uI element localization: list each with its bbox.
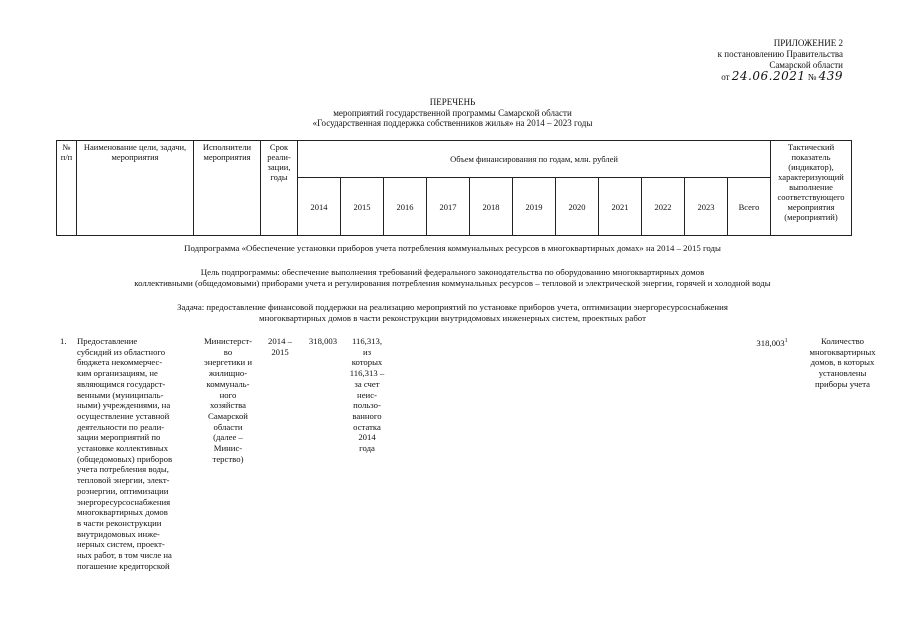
row-indicator-line: установлены — [818, 368, 867, 379]
header-year: 2019 — [513, 178, 556, 236]
row-indicator — [800, 336, 885, 390]
row-name-line: в части реконструкции — [77, 517, 162, 528]
row-name-line: внутридомовых инже- — [77, 528, 160, 539]
row-value-2015-line: 116,313, — [351, 336, 383, 346]
row-name-line: погашение кредиторской — [77, 560, 170, 571]
number-prefix: № — [807, 72, 817, 82]
row-value-2014: 318,003 — [308, 336, 338, 346]
row-indicator-line: Количество — [820, 336, 865, 346]
header-executors: Исполнители мероприятия — [194, 141, 261, 236]
row-value-2015-line: ванного — [352, 410, 382, 421]
goal-line: Цель подпрограммы: обеспечение выполнения требований федерального законодательства по оборудованию многоквартирных домов — [200, 267, 705, 277]
appendix-title: ПРИЛОЖЕНИЕ 2 — [773, 38, 843, 48]
row-value-2015-line: за счет — [354, 378, 380, 389]
title-heading: ПЕРЕЧЕНЬ — [429, 97, 476, 107]
row-name — [77, 336, 197, 571]
header-period: Срок реали- зации, годы — [261, 141, 298, 236]
row-name-line: субсидий из областного — [77, 346, 166, 357]
header-name: Наименование цели, задачи, мероприятия — [77, 141, 194, 236]
row-name-line: многоквартирных домов — [77, 507, 168, 518]
row-name-line: тепловой энергии, элект- — [77, 475, 170, 486]
row-executor-line: области — [213, 421, 243, 432]
row-executor-line: жилищно- — [208, 368, 248, 379]
row-executor-line: терство) — [212, 453, 244, 464]
header-year: 2014 — [298, 178, 341, 236]
row-value-2015-line: неис- — [357, 389, 377, 400]
row-name-line: осуществление уставной — [77, 410, 170, 421]
row-value-2015-line: пользо- — [353, 400, 381, 411]
row-executor-line: коммуналь- — [206, 378, 250, 389]
row-total — [748, 336, 796, 349]
row-name-line: ким организациям, не — [77, 368, 158, 379]
row-executor-line: ного — [219, 389, 237, 400]
row-value-2015-line: из — [362, 346, 372, 357]
header-year: 2018 — [470, 178, 513, 236]
header-indicator: Тактический показатель (индикатор), характеризующий выполнение соответствующего мероприятия (мероприятий) — [771, 141, 852, 236]
row-name-line: бюджета некоммерчес- — [77, 357, 163, 368]
header-num: № п/п — [57, 141, 77, 236]
row-number: 1. — [60, 336, 67, 346]
appendix-date-line — [643, 71, 843, 83]
row-name-line: (общедомовых) приборов — [77, 453, 173, 464]
header-funding: Объем финансирования по годам, млн. рублей — [298, 141, 771, 178]
task-line: Задача: предоставление финансовой поддержки на реализацию мероприятий по установке приборов учета, оптимизации энергоресурсоснабжения — [177, 302, 728, 312]
row-period-line: 2015 — [271, 346, 289, 357]
row-name-line: Предоставление — [77, 336, 138, 346]
row-value-2015-line: 116,313 – — [349, 368, 385, 379]
row-name-line: венными (муниципаль- — [77, 389, 164, 400]
row-total-value: 318,003 — [756, 337, 785, 348]
row-name-line: ных работ, в том числе на — [77, 550, 172, 561]
row-executor-line: (далее – — [213, 432, 243, 443]
row-name-line: учета потребления воды, — [77, 464, 169, 475]
goal-line: коллективными (общедомовыми) приборами учета и регулирования потребления коммунальных ресурсов – тепловой и электрической энергии, горячей и холодной воды — [134, 277, 771, 288]
appendix-block — [643, 38, 843, 83]
header-year: 2022 — [642, 178, 685, 236]
row-name-line: являющимся государст- — [77, 378, 166, 389]
row-executor-line: Самарской — [208, 410, 248, 421]
header-year: 2015 — [341, 178, 384, 236]
task-line: многоквартирных домов в части реконструкции внутридомовых инженерных систем, проектных работ — [259, 312, 646, 323]
row-name-line: нерных систем, проект- — [77, 539, 165, 550]
row-executor-line: энергетики и — [203, 357, 253, 368]
row-name-line: ными) учреждениями, на — [77, 400, 171, 411]
date-value: 24.06.2021 — [731, 69, 806, 83]
number-value: 439 — [818, 69, 843, 83]
header-year: 2023 — [685, 178, 728, 236]
row-executor — [195, 336, 261, 464]
date-prefix: от — [721, 72, 730, 82]
appendix-resolution: к постановлению Правительства — [717, 49, 843, 59]
row-total-footnote: 1 — [784, 338, 788, 344]
row-indicator-line: приборы учета — [814, 378, 871, 389]
row-name-line: установке коллективных — [77, 443, 169, 454]
row-period — [262, 336, 298, 357]
table-header — [56, 140, 852, 236]
header-year: 2021 — [599, 178, 642, 236]
header-total: Всего — [728, 178, 771, 236]
document-title — [0, 97, 905, 129]
header-year: 2017 — [427, 178, 470, 236]
row-period-line: 2014 – — [268, 336, 292, 346]
row-executor-line: Министерст- — [203, 336, 253, 346]
row-value-2015-line: которых — [351, 357, 383, 368]
goal-heading — [40, 267, 865, 288]
row-executor-line: Минис- — [213, 443, 243, 454]
row-indicator-line: многоквартирных — [809, 346, 876, 357]
subprogram-heading: Подпрограмма «Обеспечение установки приборов учета потребления коммунальных ресурсов в многоквартирных домах» на 2014 – 2015 годы — [184, 243, 721, 253]
row-value-2015-line: года — [359, 443, 375, 454]
header-year: 2016 — [384, 178, 427, 236]
row-value-2015-line: остатка — [353, 421, 381, 432]
row-value-2015 — [345, 336, 389, 454]
row-indicator-line: домов, в которых — [810, 357, 875, 368]
appendix-region: Самарской области — [769, 60, 843, 70]
row-name-line: зации мероприятий по — [77, 432, 161, 443]
row-name-line: роэнергии, оптимизации — [77, 485, 169, 496]
row-name-line: энергоресурсоснабжения — [77, 496, 171, 507]
row-executor-line: хозяйства — [210, 400, 246, 411]
task-heading — [40, 302, 865, 323]
row-executor-line: во — [223, 346, 233, 357]
header-year: 2020 — [556, 178, 599, 236]
title-program: «Государственная поддержка собственников жилья» на 2014 – 2023 годы — [312, 118, 593, 128]
row-name-line: деятельности по реали- — [77, 421, 165, 432]
row-value-2015-line: 2014 — [358, 432, 376, 443]
title-subheading: мероприятий государственной программы Самарской области — [333, 107, 572, 118]
